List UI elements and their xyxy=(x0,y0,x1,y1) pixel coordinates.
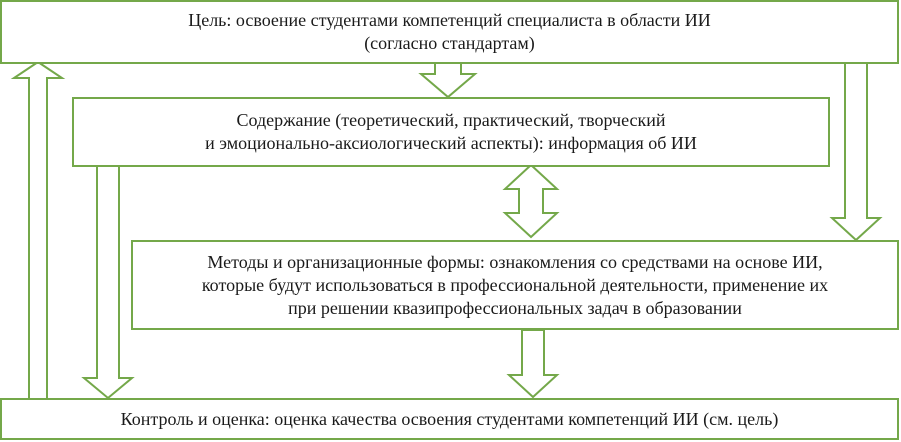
control-line-1: Контроль и оценка: оценка качества освоения студентами компетенций ИИ (см. цель) xyxy=(120,408,779,429)
methods-line-1: Методы и организационные формы: ознакомления со средствами на основе ИИ, xyxy=(207,251,823,272)
goal-line-1: Цель: освоение студентами компетенций специалиста в области ИИ xyxy=(188,10,711,30)
methods-box xyxy=(131,240,899,330)
goal-text xyxy=(188,9,711,55)
control-text xyxy=(121,408,779,431)
goal-line-2: (согласно стандартам) xyxy=(364,33,535,53)
arrow-bidirectional-content-methods xyxy=(505,165,557,237)
content-line-2: и эмоционально-аксиологический аспекты): информация об ИИ xyxy=(205,133,697,153)
goal-box xyxy=(0,0,899,64)
arrow-down-goal-to-content xyxy=(421,63,475,97)
control-box xyxy=(0,398,899,440)
methods-line-3: при решении квазипрофессиональных задач в образовании xyxy=(288,297,742,318)
methods-line-2: которые будут использоваться в профессиональной деятельности, применение их xyxy=(201,274,829,295)
content-box xyxy=(72,97,830,167)
methods-text xyxy=(202,251,828,320)
arrow-down-content-to-control xyxy=(84,166,132,398)
arrow-down-methods-to-control xyxy=(509,330,557,397)
content-line-1: Содержание (теоретический, практический, творческий xyxy=(236,110,666,130)
arrow-down-goal-to-methods xyxy=(832,63,880,240)
content-text xyxy=(205,109,697,155)
arrow-up-control-to-goal xyxy=(14,62,62,399)
